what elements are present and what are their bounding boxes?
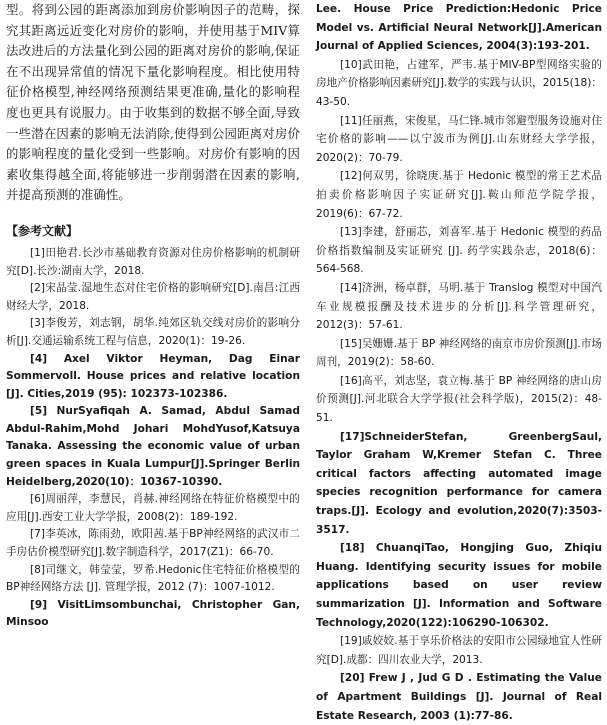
left-column <box>6 0 300 632</box>
right-column <box>316 0 602 725</box>
reference-item: [12]何双男，徐晓庚.基于 Hedonic 模型的常王艺术品拍卖价格影响因子实证研究[J].鞍山师范学院学报，2019(6)：67-72. <box>316 170 602 220</box>
reference-item: [9] VisitLimsombunchai, Christopher Gan, Minsoo <box>6 598 300 629</box>
reference-item: [17]SchneiderStefan, GreenbergSaul, Taylor Graham W,Kremer Stefan C. Three critical factors affecting automated image species recognition performance for camera traps.[J]. Ecology and evolution,2020(7):3503-3517. <box>316 430 602 536</box>
reference-item: [16]高平，刘志坚，袁立梅.基于 BP 神经网络的唐山房价预测[J].河北联合大学学报(社会科学版)，2015(2)：48-51. <box>316 374 602 425</box>
reference-item: [3]李俊芳，刘志钢，胡华.纯郊区轨交线对房价的影响分析[J].交通运输系统工程与信息，2020(1)：19-26. <box>6 317 300 347</box>
reference-item-continued: Lee. House Price Prediction:Hedonic Price Model vs. Artificial Neural Network[J].American Journal of Applied Sciences, 2004(3):193-201. <box>316 3 602 53</box>
reference-item: [11]任丽燕，宋俊星，马仁锋.城市邻避型服务设施对住宅价格的影响——以宁波市为例[J].山东财经大学学报，2020(2)：70-79. <box>316 114 602 164</box>
reference-item: [1]田艳君.长沙市基础教育资源对住房价格影响的机制研究[D].长沙:湖南大学，2018. <box>6 246 300 277</box>
reference-item: [14]济洲，杨卓群，马明.基于 Translog 模型对中国汽车业规模报酬及技术进步的分析[J].科学管理研究，2012(3)：57-61. <box>316 281 602 332</box>
reference-item: [8]司继文，韩莹莹，罗希.Hedonic住宅特征价格模型的BP神经网络方法 [J]. 管理学报，2012 (7)：1007-1012. <box>6 563 300 594</box>
references-heading: 【参考文献】 <box>6 223 79 238</box>
reference-item: [18] ChuanqiTao, Hongjing Guo, Zhiqiu Huang. Identifying security issues for mobile applications based on user review summarization [J]. Information and Software Technology,2020(122):106290-106302. <box>316 542 602 629</box>
reference-list-right <box>316 0 602 725</box>
reference-list-left <box>6 245 300 632</box>
reference-item: [5] NurSyafiqah A. Samad, Abdul Samad Abdul-Rahim,Mohd Johari MohdYusof,Katsuya Tanaka. Assessing the economic value of urban green spaces in Kuala Lumpur[J].Springer Berlin Heidelberg,2020(10)：10367-10390. <box>6 405 300 488</box>
reference-item: [7]李英冰，陈雨劲，欧阳茜.基于BP神经网络的武汉市二手房估价模型研究[J].数字制造科学，2017(Z1)：66-70. <box>6 528 300 559</box>
reference-item: [10]武田艳，占建军，严韦.基于MIV-BP型网络实验的房地产价格影响因素研究[J].数学的实践与认识，2015(18)：43-50. <box>316 58 602 108</box>
conclusion-paragraph: 型。将到公园的距离添加到房价影响因子的范畴，探究其距离远近变化对房价的影响，并使用基于MIV算法改进后的方法量化到公园的距离对房价的影响,保证在不出现异常值的情况下量化影响程度。相比使用特征价格模型,神经网络预测结果更准确,量化的影响程度也更具有说服力。由于收集到的数据不够全面,导致一些潜在因素的影响无法消除,使得到公园距离对房价的影响程度的量化受到一些影响。对房价有影响的因素收集得越全面,将能够进一步削弱潜在因素的影响,并提高预测的准确性。 <box>6 2 300 203</box>
reference-item: [13]李建，舒丽芯，刘喜军.基于 Hedonic 模型的药品价格指数编制及实证研究 [J]. 药学实践杂志，2018(6)：564-568. <box>316 226 602 276</box>
reference-item: [19]戚姣姣.基于享乐价格法的安阳市公园绿地宜人性研究[D].成都：四川农业大学，2013. <box>316 635 602 666</box>
reference-item: [4] Axel Viktor Heyman, Dag Einar Sommervoll. House prices and relative location [J]. Cities,2019 (95): 102373-102386. <box>6 352 300 400</box>
reference-item: [2]宋晶莹.湿地生态对住宅价格的影响研究[D].南昌:江西财经大学，2018. <box>6 282 300 312</box>
reference-item: [20] Frew J , Jud G D . Estimating the Value of Apartment Buildings [J]. Journal of Real Estate Research, 2003 (1):77-86. <box>316 672 602 722</box>
reference-item: [6]周丽萍，李慧民，肖赫.神经网络在特征价格模型中的应用[J].西安工业大学学报，2008(2)：189-192. <box>6 493 300 523</box>
reference-item: [15]吴姗姗.基于 BP 神经网络的南京市房价预测[J].市场周刊，2019(2)：58-60. <box>316 337 602 369</box>
